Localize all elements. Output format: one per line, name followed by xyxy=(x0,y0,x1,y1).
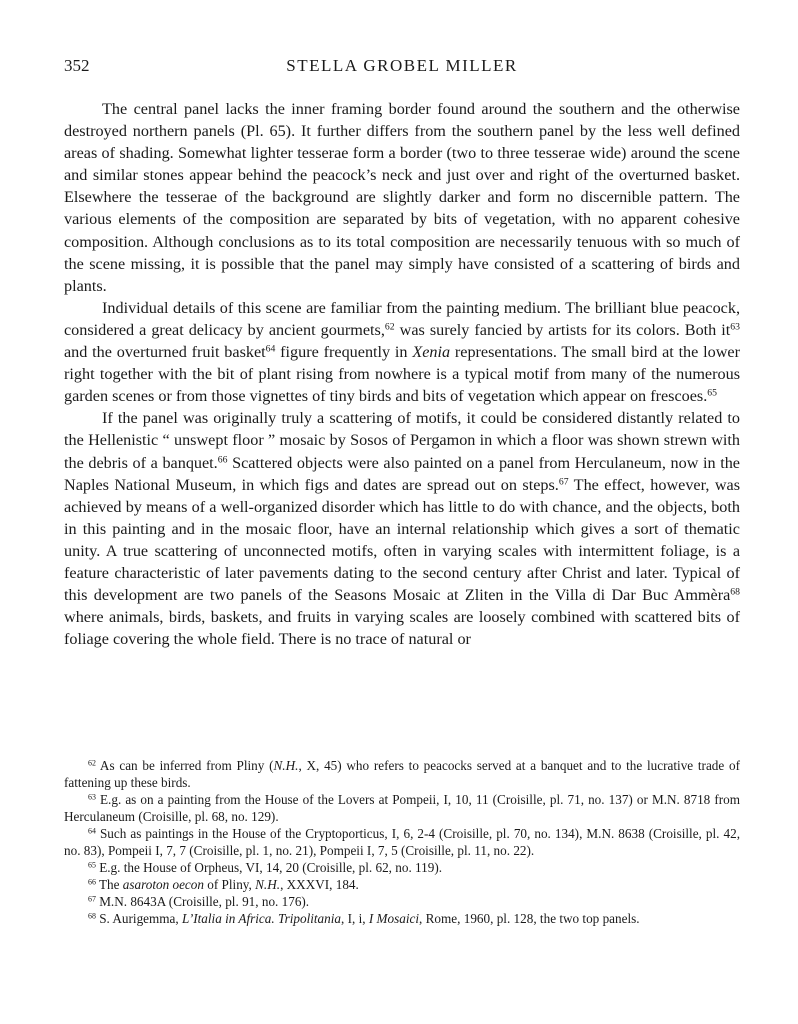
paragraph-3-text-b: Scattered objects were also painted on a panel from Herculaneum, now in the Naples National Museum, in which figs and dates are spread out on steps. xyxy=(64,453,740,494)
xenia-italic: Xenia xyxy=(412,343,451,362)
footnote-number: 65 xyxy=(88,860,96,870)
footnote-text: , XXXVI, 184. xyxy=(280,877,359,892)
footnote-italic: N.H. xyxy=(255,877,281,892)
body-text xyxy=(64,98,740,650)
footnote-number: 66 xyxy=(88,877,96,887)
paragraph-2-text-c: and the overturned fruit basket xyxy=(64,343,266,362)
footnote-65 xyxy=(64,859,740,876)
footnote-text: S. Aurigemma, xyxy=(95,911,182,926)
footnote-text: E.g. as on a painting from the House of the Lovers at Pompeii, I, 10, 11 (Croisille, pl. 71, no. 137) or M.N. 8718 from Herculaneum (Croisille, pl. 68, no. 129). xyxy=(64,792,740,824)
footnote-67 xyxy=(64,893,740,910)
paragraph-1 xyxy=(64,98,740,297)
running-head: STELLA GROBEL MILLER xyxy=(286,56,518,75)
footnotes xyxy=(64,757,740,927)
footnote-64 xyxy=(64,825,740,859)
footnote-italic: I Mosaici xyxy=(368,911,420,926)
paragraph-2 xyxy=(64,297,740,407)
footnote-63 xyxy=(64,791,740,825)
footnote-text: , Rome, 1960, pl. 128, the two top panels. xyxy=(419,911,640,926)
page-header xyxy=(64,56,740,80)
footnote-ref-68[interactable]: 68 xyxy=(730,586,740,598)
footnote-text: E.g. the House of Orpheus, VI, 14, 20 (Croisille, pl. 62, no. 119). xyxy=(95,860,443,875)
footnote-ref-66[interactable]: 66 xyxy=(217,454,228,466)
paragraph-2-text-b: was surely fancied by artists for its colors. Both it xyxy=(394,320,731,339)
footnote-text: , X, 45) who refers to peacocks served at a banquet and to the lucrative trade of fattening up these birds. xyxy=(64,758,740,790)
footnote-text: of Pliny, xyxy=(203,877,256,892)
footnote-italic: N.H. xyxy=(273,758,299,773)
footnote-ref-62[interactable]: 62 xyxy=(384,321,395,333)
footnote-number: 62 xyxy=(88,758,96,768)
footnote-text: , I, i, xyxy=(341,911,369,926)
paragraph-2-text-d: figure frequently in xyxy=(275,343,413,362)
footnote-text: Such as paintings in the House of the Cryptoporticus, I, 6, 2-4 (Croisille, pl. 70, no. 134), M.N. 8638 (Croisille, pl. 42, no. 83), Pompeii I, 7, 7 (Croisille, pl. 1, no. 21), Pompeii I, 7, 5 (Croisille, pl. 11, no. 22). xyxy=(64,826,740,858)
footnote-italic: L’Italia in Africa. Tripolitania xyxy=(182,911,342,926)
paragraph-1-text: The central panel lacks the inner framing border found around the southern and the otherwise destroyed northern panels (Pl. 65). It further differs from the southern panel by the less well defined areas of shading. Somewhat lighter tesserae form a border (two to three tesserae wide) around the scene and similar stones appear behind the peacock’s neck and just over and right of the overturned basket. Elsewhere the tesserae of the background are slightly darker and form no discernible pattern. The various elements of the composition are separated by bits of vegetation, with no apparent cohesive composition. Although conclusions as to its total composition are necessarily tenuous with so much of the scene missing, it is possible that the panel may simply have consisted of a scattering of birds and plants. xyxy=(64,100,740,295)
paragraph-2-text-a: Individual details of this scene are familiar from the painting medium. The brilliant blue peacock, considered a great delicacy by ancient gourmets, xyxy=(64,298,740,339)
footnote-number: 63 xyxy=(88,792,96,802)
footnote-62 xyxy=(64,757,740,791)
paragraph-2-text-e: representations. The small bird at the lower right together with the bit of plant rising from nowhere is a typical motif from many of the numerous garden scenes or from those vignettes of tiny birds and bits of vegetation which appear on frescoes. xyxy=(64,343,740,406)
footnote-text: The xyxy=(95,877,123,892)
footnote-number: 67 xyxy=(88,894,96,904)
footnote-ref-67[interactable]: 67 xyxy=(558,476,569,488)
footnote-italic: asaroton oecon xyxy=(122,877,204,892)
paragraph-3-text-d: where animals, birds, baskets, and fruits in varying scales are loosely combined with scattered bits of foliage covering the whole field. There is no trace of natural or xyxy=(64,608,740,649)
footnote-68 xyxy=(64,910,740,927)
footnote-ref-65[interactable]: 65 xyxy=(707,387,717,399)
footnote-number: 64 xyxy=(88,826,96,836)
paragraph-3-text-c: The effect, however, was achieved by means of a well-organized disorder which has little to do with chance, and the objects, both in this painting and in the mosaic floor, have an internal relationship which gives a sort of thematic unity. A true scattering of unconnected motifs, often in varying scales with intermittent foliage, is a feature characteristic of later pavements dating to the second century after Christ and later. Typical of this development are two panels of the Seasons Mosaic at Zliten in the Villa di Dar Buc Ammèra xyxy=(64,475,740,605)
footnote-number: 68 xyxy=(88,911,96,921)
footnote-ref-64[interactable]: 64 xyxy=(265,343,276,355)
paragraph-3 xyxy=(64,407,740,650)
footnote-66 xyxy=(64,876,740,893)
page-number: 352 xyxy=(64,56,90,75)
paragraph-3-text-a: If the panel was originally truly a scattering of motifs, it could be considered distantly related to the Hellenistic “ unswept floor ” mosaic by Sosos of Pergamon in which a floor was shown strewn with the debris of a banquet. xyxy=(64,409,740,472)
footnote-ref-63[interactable]: 63 xyxy=(730,321,740,333)
footnote-text: As can be inferred from Pliny ( xyxy=(95,758,274,773)
footnote-text: M.N. 8643A (Croisille, pl. 91, no. 176). xyxy=(95,894,310,909)
